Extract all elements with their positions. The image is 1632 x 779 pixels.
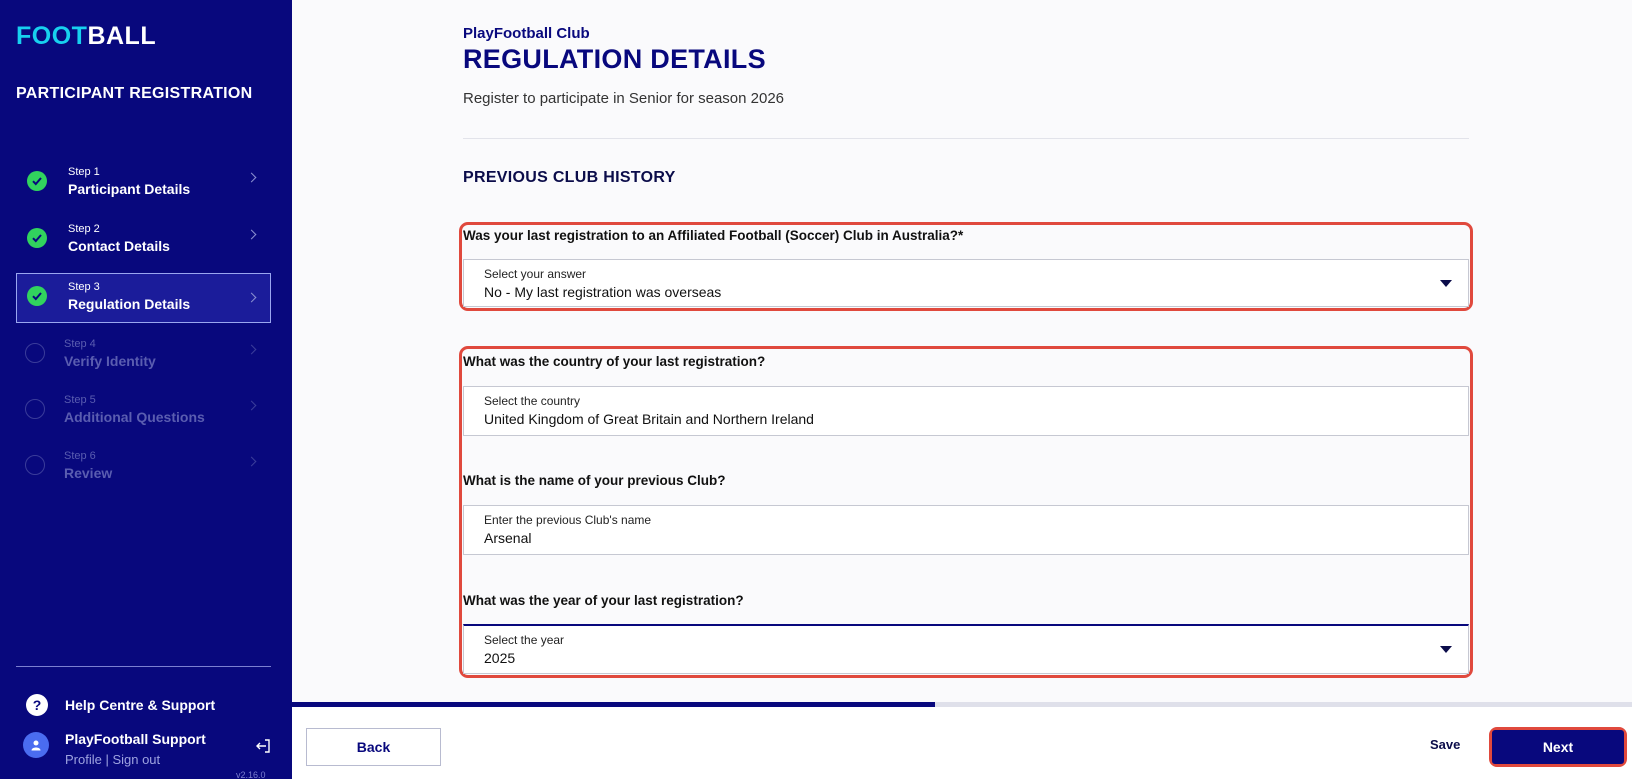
q3-label: What is the name of your previous Club?: [463, 473, 726, 488]
field-value: United Kingdom of Great Britain and Northern Ireland: [484, 411, 814, 427]
step-label: Verify Identity: [64, 353, 156, 369]
step-number: Step 6: [64, 450, 96, 462]
user-name: PlayFootball Support: [65, 731, 206, 747]
football-logo[interactable]: FOOTBALL: [16, 22, 157, 50]
caret-down-icon: [1440, 280, 1452, 287]
step-number: Step 3: [68, 281, 100, 293]
sidebar-step-regulation-details[interactable]: [16, 273, 271, 323]
caret-down-icon: [1440, 646, 1452, 653]
club-name: PlayFootball Club: [463, 25, 590, 42]
field-label: Select your answer: [484, 267, 587, 281]
bottom-action-bar: [292, 707, 1632, 779]
field-label: Select the year: [484, 633, 565, 647]
version-label: v2.16.0: [236, 770, 266, 779]
header-divider: [463, 138, 1469, 139]
save-button[interactable]: Save: [1430, 737, 1461, 752]
chevron-right-icon: [247, 457, 257, 467]
step-label: Additional Questions: [64, 409, 205, 425]
avatar[interactable]: [23, 732, 49, 758]
q2-label: What was the country of your last registration?: [463, 354, 766, 369]
sidebar-step-review: [16, 441, 271, 491]
field-label: Select the country: [484, 394, 581, 408]
step-number: Step 5: [64, 394, 96, 406]
sidebar-step-contact-details[interactable]: [16, 214, 271, 264]
main-content: [292, 0, 1632, 779]
help-centre-label: Help Centre & Support: [65, 697, 216, 713]
step-label: Contact Details: [68, 238, 170, 254]
step-number: Step 1: [68, 166, 100, 178]
q4-label: What was the year of your last registration?: [463, 593, 744, 608]
check-circle-icon: [27, 228, 47, 248]
sidebar-step-verify-identity: [16, 329, 271, 379]
q1-label: Was your last registration to an Affiliated Football (Soccer) Club in Australia?*: [463, 228, 964, 243]
empty-circle-icon: [25, 455, 45, 475]
field-label: Enter the previous Club's name: [484, 513, 652, 527]
last-registration-select[interactable]: [463, 259, 1469, 307]
sidebar: [0, 0, 292, 779]
chevron-right-icon: [247, 230, 257, 240]
page-title: REGULATION DETAILS: [463, 44, 766, 74]
user-profile: [23, 730, 273, 770]
year-select[interactable]: [463, 624, 1469, 674]
step-number: Step 2: [68, 223, 100, 235]
check-circle-icon: [27, 171, 47, 191]
help-question-icon: ?: [26, 694, 48, 716]
step-label: Regulation Details: [68, 296, 191, 312]
back-button[interactable]: Back: [306, 728, 441, 766]
chevron-right-icon: [247, 173, 257, 183]
chevron-right-icon: [247, 293, 257, 303]
page-subtitle: Register to participate in Senior for season 2026: [463, 90, 785, 107]
check-circle-icon: [27, 286, 47, 306]
sidebar-step-additional-questions: [16, 385, 271, 435]
sidebar-step-participant-details[interactable]: [16, 157, 271, 207]
step-number: Step 4: [64, 338, 96, 350]
sidebar-divider: [16, 666, 271, 667]
sign-out-icon[interactable]: [255, 738, 271, 754]
sidebar-title: PARTICIPANT REGISTRATION: [16, 85, 253, 102]
chevron-right-icon: [247, 401, 257, 411]
empty-circle-icon: [25, 343, 45, 363]
field-value: No - My last registration was overseas: [484, 284, 722, 300]
country-select[interactable]: [463, 386, 1469, 436]
chevron-right-icon: [247, 345, 257, 355]
field-value: Arsenal: [484, 530, 532, 546]
step-label: Review: [64, 465, 113, 481]
section-title: PREVIOUS CLUB HISTORY: [463, 169, 676, 186]
help-centre-link[interactable]: [26, 694, 216, 716]
next-button[interactable]: Next: [1492, 730, 1624, 764]
step-label: Participant Details: [68, 181, 191, 197]
previous-club-input[interactable]: [463, 505, 1469, 555]
profile-signout-links[interactable]: Profile | Sign out: [65, 752, 161, 767]
field-value: 2025: [484, 650, 516, 666]
empty-circle-icon: [25, 399, 45, 419]
